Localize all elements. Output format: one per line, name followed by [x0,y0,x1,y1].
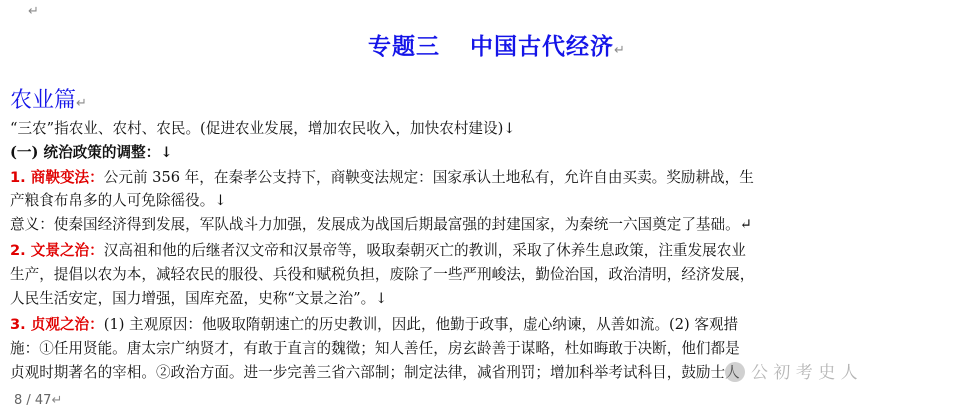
item-2-line-3: 人民生活安定，国力增强，国库充盈，史称“文景之治”。↓ [10,290,388,307]
subheading-policy: (一) 统治政策的调整：↓ [10,144,173,161]
item-2-text: 汉高祖和他的后继者汉文帝和汉景帝等，吸取秦朝灭亡的教训，采取了休养生息政策，注重发展农业 [103,242,746,259]
paragraph-mark: ↵ [28,4,39,19]
watermark-text: 公 初 考 史 人 [751,363,858,383]
section-heading [10,83,87,114]
item-2-line-2: 生产，提倡以农为本，减轻农民的服役、兵役和赋税负担，废除了一些严刑峻法，勤俭治国，政治清明，经济发展， [10,266,755,283]
watermark [725,358,858,383]
item-3-line-1 [10,314,738,336]
item-3-line-2: 施：①任用贤能。唐太宗广纳贤才，有敢于直言的魏徵；知人善任，房玄龄善于谋略，杜如晦敢于决断，他们都是 [10,340,740,357]
item-3-label: 3. 贞观之治： [10,316,104,333]
page-indicator: 8 / 47 [14,393,52,408]
intro-line: “三农”指农业、农村、农民。(促进农业发展，增加农民收入，加快农村建设)↓ [10,120,516,137]
page-footer [14,393,62,408]
item-2-line-1 [10,240,746,262]
item-3-line-3: 贞观时期著名的宰相。②政治方面。进一步完善三省六部制；制定法律，减省刑罚；增加科举考试科目，鼓励士人 [10,364,740,381]
page-title [368,28,626,61]
item-1-line-2: 产粮食布帛多的人可免除徭役。↓ [10,192,227,209]
paragraph-mark: ↵ [76,96,87,111]
item-1-line-1 [10,167,754,189]
item-1-text: 公元前 356 年，在秦孝公支持下，商鞅变法规定：国家承认土地私有，允许自由买卖。奖励耕战，生 [103,169,754,186]
paragraph-mark: ↵ [51,393,63,408]
title-part-2: 中国古代经济 [470,34,614,60]
item-1-significance: 意义：使秦国经济得到发展，军队战斗力加强，发展成为战国后期最富强的封建国家，为秦统一六国奠定了基础。↵ [10,216,752,233]
section-title-text: 农业篇 [10,88,77,113]
item-2-label: 2. 文景之治： [10,242,104,259]
item-1-label: 1. 商鞅变法： [10,169,104,186]
title-part-1: 专题三 [368,34,440,60]
paragraph-mark: ↵ [614,43,626,58]
wechat-logo-icon [725,362,745,382]
item-3-text: (1) 主观原因：他吸取隋朝速亡的历史教训，因此，他勤于政事，虚心纳谏，从善如流。(2) 客观措 [103,316,739,333]
